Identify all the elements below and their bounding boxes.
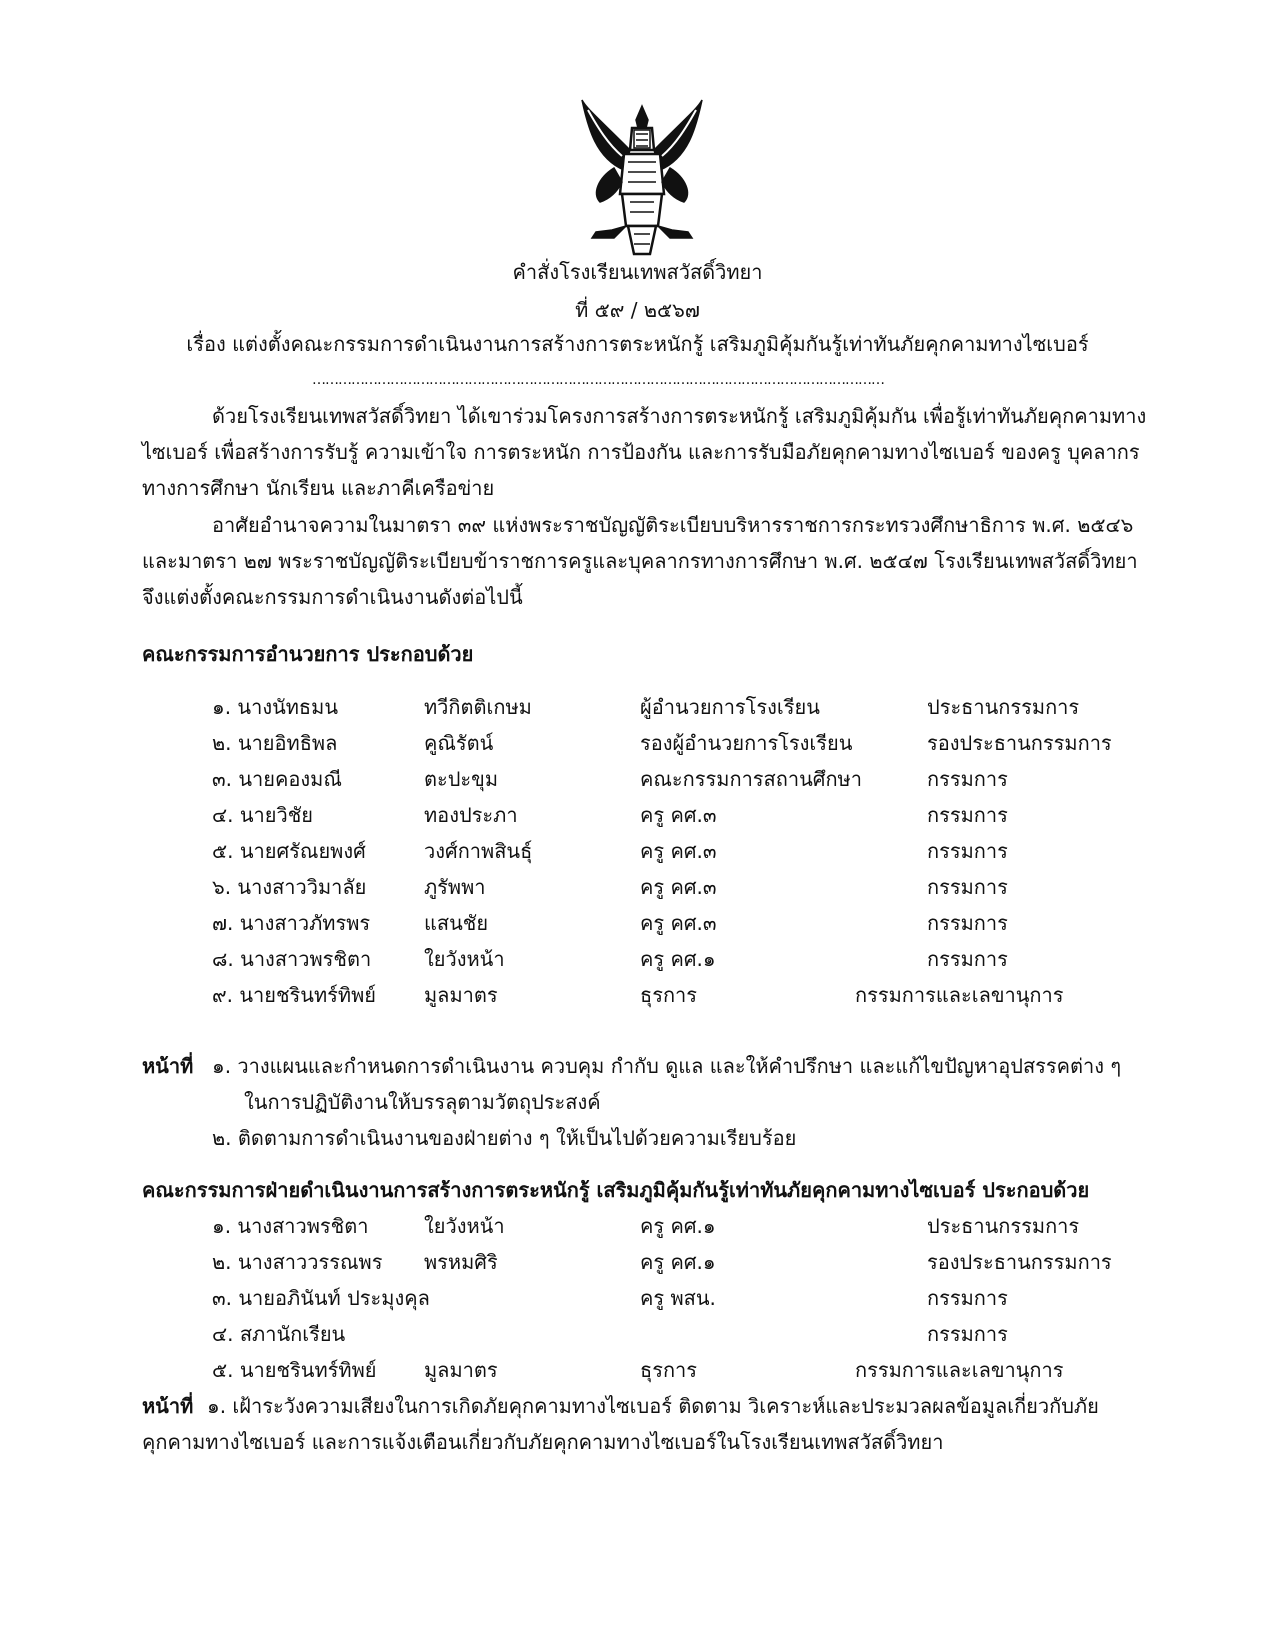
paragraph-2-line-2: และมาตรา ๒๗ พระราชบัญญัติระเบียบข้าราชการครูและบุคลากรทางการศึกษา พ.ศ. ๒๕๔๗ โรงเรียนเทพสวัสดิ์วิทยา: [142, 549, 1138, 573]
member-position: ผู้อำนวยการโรงเรียน: [640, 695, 820, 719]
member-name: ๔. นายวิชัย: [212, 803, 313, 827]
duty-label: หน้าที่: [142, 1394, 194, 1418]
member-surname: คูณิรัตน์: [424, 731, 494, 755]
member-position: คณะกรรมการสถานศึกษา: [640, 767, 862, 791]
member-surname: วงศ์กาพสินธุ์: [424, 839, 533, 863]
member-name: ๓. นายอภินันท์ ประมุงคุล: [212, 1286, 430, 1310]
member-position: ครู คศ.๑: [640, 947, 716, 971]
member-role: กรรมการ: [927, 1322, 1008, 1346]
member-name: ๔. สภานักเรียน: [212, 1322, 346, 1346]
member-position: ครู คศ.๓: [640, 803, 717, 827]
member-role: ประธานกรรมการ: [927, 1214, 1080, 1238]
member-role: รองประธานกรรมการ: [927, 1250, 1112, 1274]
member-position: ครู คศ.๓: [640, 911, 717, 935]
paragraph-1-line-1: ด้วยโรงเรียนเทพสวัสดิ์วิทยา ได้เขาร่วมโครงการสร้างการตระหนักรู้ เสริมภูมิคุ้มกัน เพื่อรู้เท่าทันภัยคุกคามทาง: [212, 404, 1147, 428]
paragraph-2-line-3: จึงแต่งตั้งคณะกรรมการดำเนินงานดังต่อไปนี้: [142, 585, 523, 609]
member-name: ๗. นางสาวภัทรพร: [212, 911, 371, 935]
member-name: ๑. นางนัทธมน: [212, 695, 338, 719]
member-role: กรรมการ: [927, 875, 1008, 899]
committee-2-heading: คณะกรรมการฝ่ายดำเนินงานการสร้างการตระหนักรู้ เสริมภูมิคุ้มกันรู้เท่าทันภัยคุกคามทางไซเบอร์ ประกอบด้วย: [142, 1178, 1090, 1202]
member-position: ครู คศ.๓: [640, 839, 717, 863]
duty-1-line-1: ๑. เฝ้าระวังความเสียงในการเกิดภัยคุกคามทางไซเบอร์ ติดตาม วิเคราะห์และประมวลผลข้อมูลเกี่ยวกับภัย: [207, 1394, 1099, 1418]
paragraph-1-line-3: ทางการศึกษา นักเรียน และภาคีเครือข่าย: [142, 476, 495, 500]
member-role: กรรมการ: [927, 767, 1008, 791]
member-surname: ภูรัพพา: [424, 875, 486, 899]
duty-1-line-2: ในการปฏิบัติงานให้บรรลุตามวัตถุประสงค์: [244, 1090, 601, 1114]
member-position: รองผู้อำนวยการโรงเรียน: [640, 731, 853, 755]
order-number: ที่ ๕๙ / ๒๕๖๗: [575, 298, 700, 322]
member-position: ธุรการ: [640, 1358, 698, 1382]
member-name: ๒. นางสาววรรณพร: [212, 1250, 383, 1274]
duty-1-line-1: ๑. วางแผนและกำหนดการดำเนินงาน ควบคุม กำกับ ดูแล และให้คำปรึกษา และแก้ไขปัญหาอุปสรรคต่าง ๆ: [212, 1054, 1122, 1078]
duty-label: หน้าที่: [142, 1054, 194, 1078]
committee-1-heading: คณะกรรมการอำนวยการ ประกอบด้วย: [142, 642, 474, 666]
member-name: ๖. นางสาววิมาลัย: [212, 875, 367, 899]
member-role: กรรมการ: [927, 1286, 1008, 1310]
member-name: ๕. นายศรัณยพงศ์: [212, 839, 366, 863]
member-name: ๓. นายคองมณี: [212, 767, 342, 791]
member-name: ๘. นางสาวพรชิตา: [212, 947, 372, 971]
member-position: ครู คศ.๓: [640, 875, 717, 899]
member-surname: ตะปะขุม: [424, 767, 499, 791]
member-role: รองประธานกรรมการ: [927, 731, 1112, 755]
member-role: กรรมการ: [927, 839, 1008, 863]
member-position: ธุรการ: [640, 983, 698, 1007]
member-position: ครู คศ.๑: [640, 1214, 716, 1238]
order-title: คำสั่งโรงเรียนเทพสวัสดิ์วิทยา: [512, 260, 763, 284]
member-name: ๕. นายชรินทร์ทิพย์: [212, 1358, 377, 1382]
order-subject: เรื่อง แต่งตั้งคณะกรรมการดำเนินงานการสร้างการตระหนักรู้ เสริมภูมิคุ้มกันรู้เท่าทันภัยคุกคามทางไซเบอร์: [186, 332, 1089, 356]
member-surname: พรหมศิริ: [424, 1250, 498, 1274]
separator: ……………………………………………………………………………………………………………………: [312, 372, 884, 388]
member-position: ครู คศ.๑: [640, 1250, 716, 1274]
duty-1-line-2: คุกคามทางไซเบอร์ และการแจ้งเตือนเกี่ยวกับภัยคุกคามทางไซเบอร์ในโรงเรียนเทพสวัสดิ์วิทยา: [142, 1430, 944, 1454]
garuda-emblem-icon: [578, 98, 706, 260]
member-role: กรรมการ: [927, 947, 1008, 971]
member-surname: ใยวังหน้า: [424, 947, 505, 971]
member-role: กรรมการ: [927, 911, 1008, 935]
member-name: ๒. นายอิทธิพล: [212, 731, 338, 755]
member-surname: มูลมาตร: [424, 983, 498, 1007]
member-position: ครู พสน.: [640, 1286, 716, 1310]
paragraph-1-line-2: ไซเบอร์ เพื่อสร้างการรับรู้ ความเข้าใจ การตระหนัก การป้องกัน และการรับมือภัยคุกคามทางไซเบอร์ ของครู บุคลากร: [142, 440, 1140, 464]
member-role: กรรมการและเลขานุการ: [855, 983, 1064, 1007]
member-role: ประธานกรรมการ: [927, 695, 1080, 719]
member-surname: ทองประภา: [424, 803, 518, 827]
member-role: กรรมการ: [927, 803, 1008, 827]
member-name: ๑. นางสาวพรชิตา: [212, 1214, 369, 1238]
paragraph-2-line-1: อาศัยอำนาจความในมาตรา ๓๙ แห่งพระราชบัญญัติระเบียบบริหารราชการกระทรวงศึกษาธิการ พ.ศ. ๒๕๔๖: [212, 513, 1134, 537]
member-surname: แสนชัย: [424, 911, 489, 935]
member-role: กรรมการและเลขานุการ: [855, 1358, 1064, 1382]
duty-2: ๒. ติดตามการดำเนินงานของฝ่ายต่าง ๆ ให้เป็นไปด้วยความเรียบร้อย: [212, 1126, 797, 1150]
member-surname: มูลมาตร: [424, 1358, 498, 1382]
member-surname: ใยวังหน้า: [424, 1214, 505, 1238]
member-name: ๙. นายชรินทร์ทิพย์: [212, 983, 376, 1007]
member-surname: ทวีกิตติเกษม: [424, 695, 532, 719]
